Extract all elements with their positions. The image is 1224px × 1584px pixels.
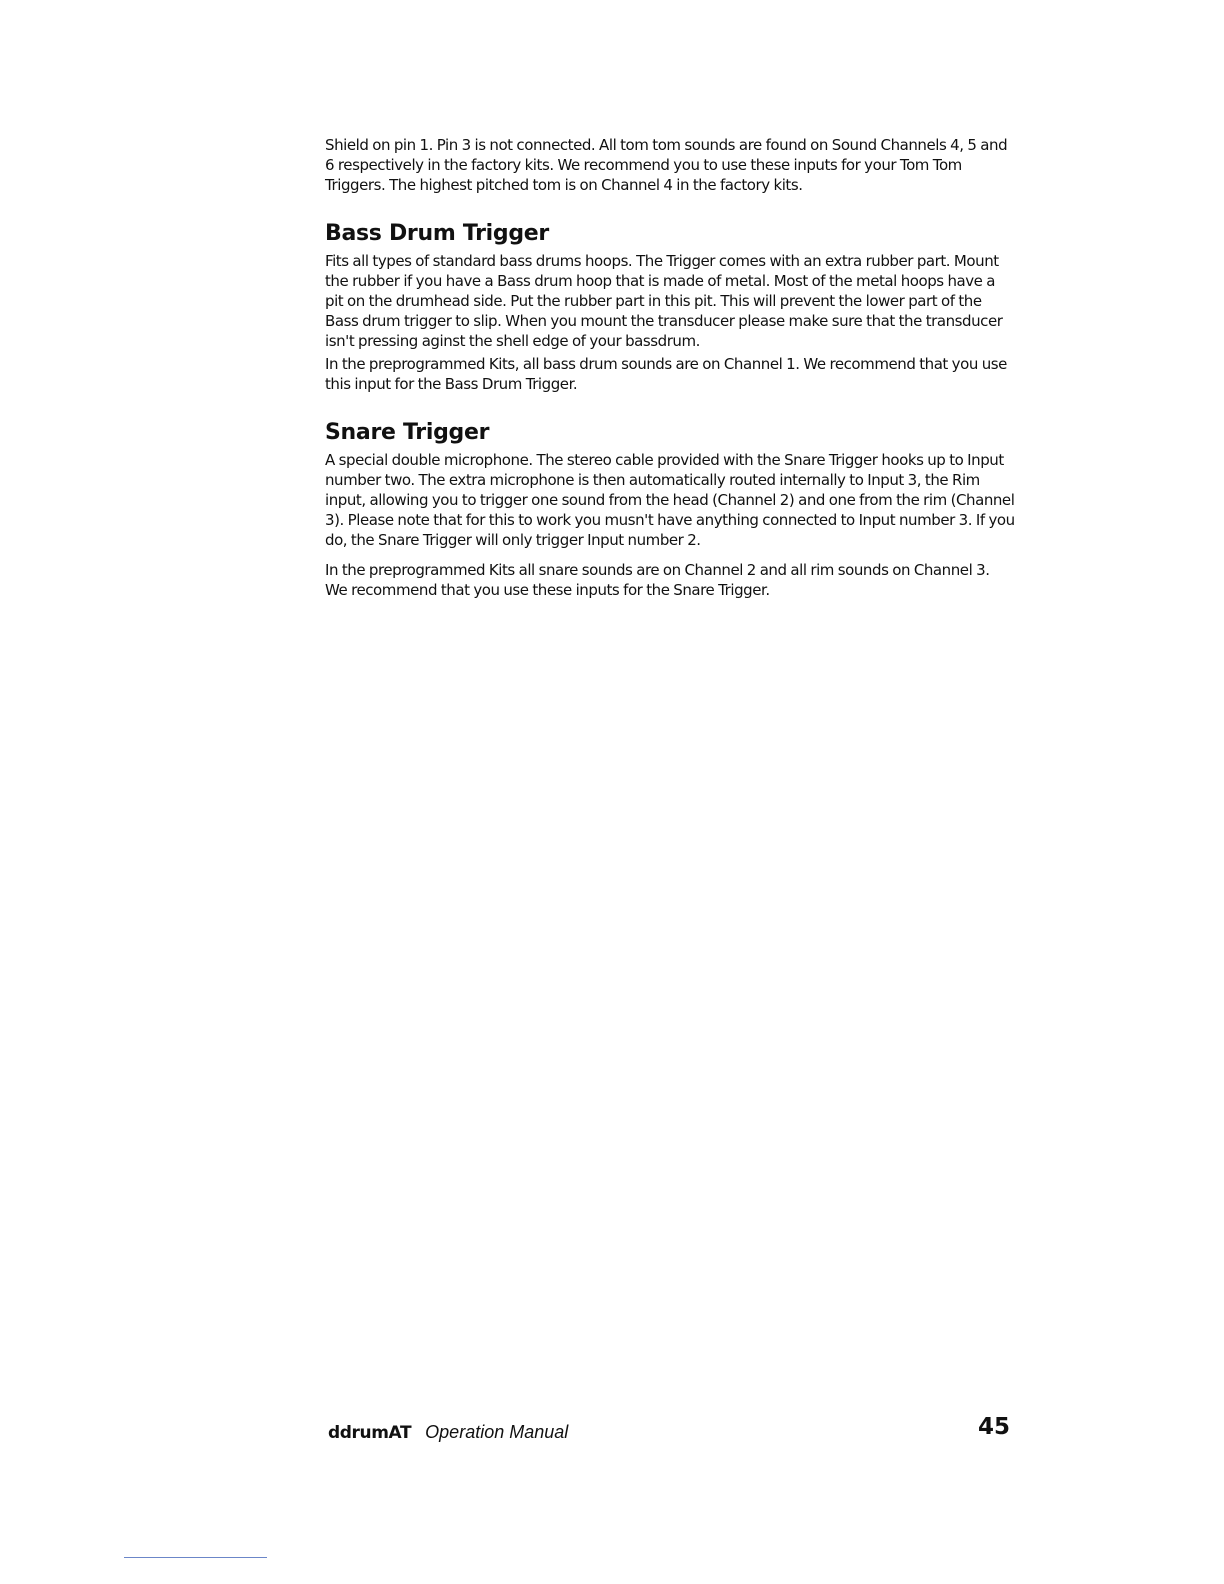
footer [328, 1421, 568, 1444]
footer-manual-title: Operation Manual [425, 1422, 569, 1442]
page-content [325, 135, 1015, 600]
bass-drum-trigger-heading: Bass Drum Trigger [325, 221, 549, 246]
bass-drum-paragraph-2: In the preprogrammed Kits, all bass drum sounds are on Channel 1. We recommend that you use this input for the Bass Drum Trigger. [325, 355, 1007, 393]
snare-paragraph-2: In the preprogrammed Kits all snare sounds are on Channel 2 and all rim sounds on Channel 3. We recommend that you use these inputs for the Snare Trigger. [325, 561, 990, 599]
bottom-rule [124, 1557, 267, 1558]
snare-trigger-heading: Snare Trigger [325, 420, 490, 445]
snare-paragraph-1: A special double microphone. The stereo cable provided with the Snare Trigger hooks up to Input number two. The extra microphone is then automatically routed internally to Input 3, the Rim input, allowing you to trigger one sound from the head (Channel 2) and one from the rim (Channel 3). Please note that for this to work you musn't have anything connected to Input number 3. If you do, the Snare Trigger will only trigger Input number 2. [325, 451, 1015, 549]
intro-paragraph: Shield on pin 1. Pin 3 is not connected. All tom tom sounds are found on Sound Channels 4, 5 and 6 respectively in the factory kits. We recommend you to use these inputs for your Tom Tom Triggers. The highest pitched tom is on Channel 4 in the factory kits. [325, 136, 1008, 194]
page-number: 45 [978, 1414, 1011, 1440]
footer-brand: ddrumAT [328, 1423, 412, 1443]
bass-drum-paragraph-1: Fits all types of standard bass drums hoops. The Trigger comes with an extra rubber part. Mount the rubber if you have a Bass drum hoop that is made of metal. Most of the metal hoops have a pit on the drumhead side. Put the rubber part in this pit. This will prevent the lower part of the Bass drum trigger to slip. When you mount the transducer please make sure that the transducer isn't pressing aginst the shell edge of your bassdrum. [325, 252, 1003, 350]
